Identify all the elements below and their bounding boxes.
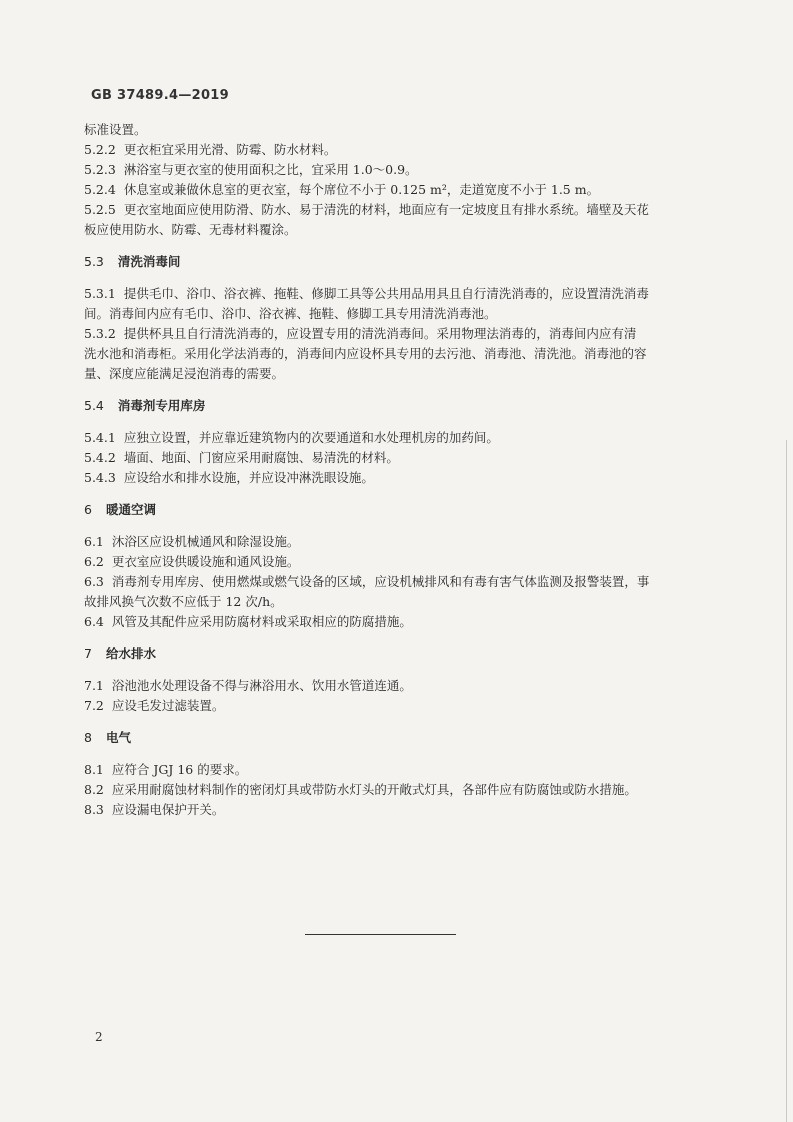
clause-number: 6.3 <box>84 574 104 589</box>
end-of-document-rule <box>305 934 456 935</box>
page-number: 2 <box>95 1030 103 1044</box>
clause-number: 5.2.5 <box>84 202 116 217</box>
clause-8-2 <box>84 780 704 800</box>
clause-number: 5.4.3 <box>84 470 116 485</box>
clause-number: 5.4.1 <box>84 430 116 445</box>
clause-number: 6.1 <box>84 534 104 549</box>
clause-text: 休息室或兼做休息室的更衣室，每个席位不小于 0.125 m²，走道宽度不小于 1.5 m。 <box>123 182 600 197</box>
section-title: 暖通空调 <box>105 502 156 517</box>
clause-number: 8.1 <box>84 762 104 777</box>
clause-8-1 <box>84 760 704 780</box>
clause-text: 应符合 JGJ 16 的要求。 <box>111 762 248 777</box>
clause-6-2 <box>84 552 704 572</box>
clause-number: 8.2 <box>84 782 104 797</box>
section-number: 7 <box>84 646 92 661</box>
clause-text: 提供杯具且自行清洗消毒的，应设置专用的清洗消毒间。采用物理法消毒的，消毒间内应有清 <box>123 326 637 341</box>
clause-text: 应设漏电保护开关。 <box>111 802 225 817</box>
clause-text: 淋浴室与更衣室的使用面积之比，宜采用 1.0～0.9。 <box>123 162 418 177</box>
clause-5-3-2-continued-2: 量、深度应能满足浸泡消毒的需要。 <box>84 366 285 381</box>
clause-text: 消毒剂专用库房、使用燃煤或燃气设备的区域，应设机械排风和有毒有害气体监测及报警装置，事 <box>111 574 650 589</box>
clause-5-3-2-continued-1: 洗水池和消毒柜。采用化学法消毒的，消毒间内应设杯具专用的去污池、消毒池、清洗池。消毒池的容 <box>84 346 647 361</box>
clause-number: 5.2.4 <box>84 182 116 197</box>
clause-text: 风管及其配件应采用防腐材料或采取相应的防腐措施。 <box>111 614 412 629</box>
section-heading-5-4 <box>84 396 704 416</box>
clause-text: 应设毛发过滤装置。 <box>111 698 225 713</box>
clause-8-3 <box>84 800 704 820</box>
section-heading-6 <box>84 500 704 520</box>
section-number: 8 <box>84 730 92 745</box>
clause-6-1 <box>84 532 704 552</box>
clause-text: 应设给水和排水设施，并应设冲淋洗眼设施。 <box>123 470 374 485</box>
clause-5-4-1 <box>84 428 704 448</box>
clause-7-2 <box>84 696 704 716</box>
section-heading-5-3 <box>84 252 704 272</box>
clause-5-2-3 <box>84 160 704 180</box>
document-body <box>84 120 704 820</box>
section-heading-8 <box>84 728 704 748</box>
section-heading-7 <box>84 644 704 664</box>
clause-6-4 <box>84 612 704 632</box>
clause-5-4-2 <box>84 448 704 468</box>
section-number: 5.4 <box>84 398 104 413</box>
clause-6-3-continued: 故排风换气次数不应低于 12 次/h。 <box>84 594 283 609</box>
section-title: 消毒剂专用库房 <box>117 398 206 413</box>
clause-5-4-3 <box>84 468 704 488</box>
clause-6-3 <box>84 572 704 592</box>
clause-number: 8.3 <box>84 802 104 817</box>
clause-5-2-5-continued: 板应使用防水、防霉、无毒材料覆涂。 <box>84 222 297 237</box>
clause-number: 5.3.2 <box>84 326 116 341</box>
clause-7-1 <box>84 676 704 696</box>
clause-text: 更衣室应设供暖设施和通风设施。 <box>111 554 300 569</box>
clause-text: 应独立设置，并应靠近建筑物内的次要通道和水处理机房的加药间。 <box>123 430 499 445</box>
clause-number: 5.3.1 <box>84 286 116 301</box>
clause-5-2-2 <box>84 140 704 160</box>
standard-code-header: GB 37489.4—2019 <box>91 88 229 103</box>
clause-number: 5.2.3 <box>84 162 116 177</box>
clause-text: 浴池池水处理设备不得与淋浴用水、饮用水管道连通。 <box>111 678 412 693</box>
clause-number: 5.4.2 <box>84 450 116 465</box>
section-number: 6 <box>84 502 92 517</box>
section-title: 清洗消毒间 <box>117 254 181 269</box>
continued-text: 标准设置。 <box>84 122 147 137</box>
clause-text: 应采用耐腐蚀材料制作的密闭灯具或带防水灯头的开敞式灯具，各部件应有防腐蚀或防水措施。 <box>111 782 637 797</box>
clause-number: 6.4 <box>84 614 104 629</box>
scan-edge-line <box>786 440 787 1122</box>
clause-5-2-5 <box>84 200 704 220</box>
clause-text: 更衣室地面应使用防滑、防水、易于清洗的材料，地面应有一定坡度且有排水系统。墙壁及天花 <box>123 202 649 217</box>
clause-text: 提供毛巾、浴巾、浴衣裤、拖鞋、修脚工具等公共用品用具且自行清洗消毒的，应设置清洗消毒 <box>123 286 649 301</box>
clause-number: 5.2.2 <box>84 142 116 157</box>
clause-5-3-1-continued: 间。消毒间内应有毛巾、浴巾、浴衣裤、拖鞋、修脚工具专用清洗消毒池。 <box>84 306 497 321</box>
clause-5-2-4 <box>84 180 704 200</box>
section-title: 电气 <box>105 730 131 745</box>
clause-number: 6.2 <box>84 554 104 569</box>
clause-text: 墙面、地面、门窗应采用耐腐蚀、易清洗的材料。 <box>123 450 399 465</box>
clause-text: 沐浴区应设机械通风和除湿设施。 <box>111 534 300 549</box>
clause-text: 更衣柜宜采用光滑、防霉、防水材料。 <box>123 142 337 157</box>
section-number: 5.3 <box>84 254 104 269</box>
clause-number: 7.2 <box>84 698 104 713</box>
section-title: 给水排水 <box>105 646 156 661</box>
clause-5-3-1 <box>84 284 704 304</box>
clause-5-3-2 <box>84 324 704 344</box>
clause-number: 7.1 <box>84 678 104 693</box>
